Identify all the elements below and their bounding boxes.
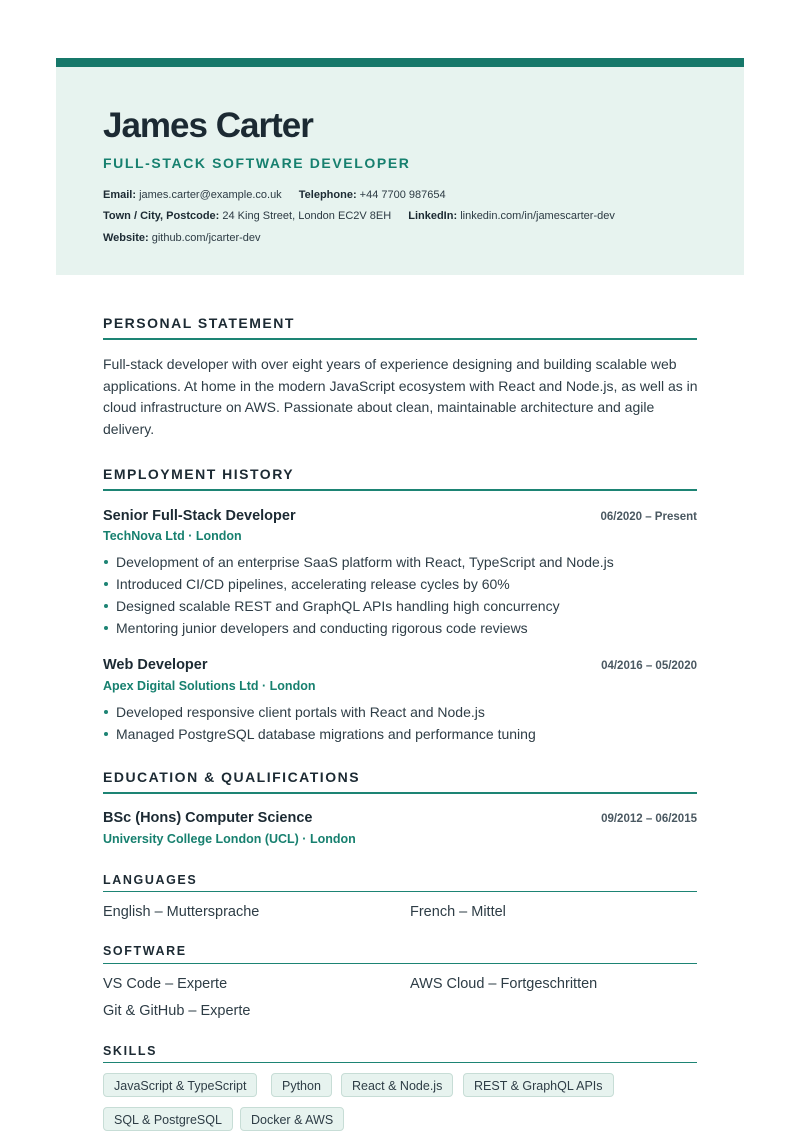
contact-line-2 [103, 210, 615, 222]
address-value: 24 King Street, London EC2V 8EH [222, 210, 392, 222]
personal-statement-text: Full-stack developer with over eight years of experience designing and building scalable web applications. At home in the modern JavaScript ecosystem with React and Node.js, as well as in cloud infrastructure on AWS. Passionate about clean, maintainable architecture and agile delivery. [103, 356, 698, 437]
job-bullet: Managed PostgreSQL database migrations and performance tuning [103, 723, 536, 745]
job-bullets [103, 701, 536, 745]
subsection-divider [103, 1062, 697, 1063]
contact-line-1 [103, 189, 446, 201]
skill-tag: Docker & AWS [240, 1107, 344, 1131]
languages-heading: LANGUAGES [103, 873, 198, 887]
skill-tag: React & Node.js [341, 1073, 453, 1097]
job-bullets [103, 551, 614, 639]
linkedin-label: LinkedIn: [408, 210, 458, 222]
subsection-divider [103, 963, 697, 964]
skill-tag: Python [271, 1073, 332, 1097]
education-heading: EDUCATION & QUALIFICATIONS [103, 769, 361, 785]
job-title: Web Developer [103, 657, 208, 673]
job-employer: TechNova Ltd · London [103, 529, 242, 543]
job-dates: 06/2020 – Present [600, 511, 697, 523]
employment-heading: EMPLOYMENT HISTORY [103, 466, 295, 482]
skill-tag: JavaScript & TypeScript [103, 1073, 257, 1097]
job-title: Senior Full-Stack Developer [103, 508, 296, 524]
section-divider [103, 792, 697, 794]
job-bullet: Development of an enterprise SaaS platform with React, TypeScript and Node.js [103, 551, 614, 573]
linkedin-value[interactable]: linkedin.com/in/jamescarter-dev [460, 210, 615, 222]
email-value[interactable]: james.carter@example.co.uk [139, 189, 282, 201]
email-label: Email: [103, 189, 137, 201]
job-employer: Apex Digital Solutions Ltd · London [103, 679, 316, 693]
candidate-title: FULL-STACK SOFTWARE DEVELOPER [103, 155, 411, 171]
job-bullet: Designed scalable REST and GraphQL APIs handling high concurrency [103, 595, 614, 617]
website-label: Website: [103, 232, 149, 244]
software-item: AWS Cloud – Fortgeschritten [410, 976, 598, 992]
language-item: French – Mittel [410, 904, 506, 920]
section-divider [103, 338, 697, 340]
skill-tag: SQL & PostgreSQL [103, 1107, 233, 1131]
header-accent-bar [56, 58, 744, 67]
job-bullet: Introduced CI/CD pipelines, accelerating release cycles by 60% [103, 573, 614, 595]
degree-dates: 09/2012 – 06/2015 [601, 813, 697, 825]
address-label: Town / City, Postcode: [103, 210, 220, 222]
job-bullet: Mentoring junior developers and conducting rigorous code reviews [103, 617, 614, 639]
subsection-divider [103, 891, 697, 892]
section-divider [103, 489, 697, 491]
skills-heading: SKILLS [103, 1044, 158, 1058]
language-item: English – Muttersprache [103, 904, 260, 920]
degree-title: BSc (Hons) Computer Science [103, 810, 313, 826]
resume-header [56, 58, 744, 275]
personal-statement-heading: PERSONAL STATEMENT [103, 315, 295, 331]
contact-line-3 [103, 232, 261, 244]
website-value[interactable]: github.com/jcarter-dev [151, 232, 261, 244]
phone-label: Telephone: [298, 189, 357, 201]
candidate-name: James Carter [103, 106, 313, 145]
software-item: VS Code – Experte [103, 976, 228, 992]
software-heading: SOFTWARE [103, 944, 187, 958]
job-bullet: Developed responsive client portals with React and Node.js [103, 701, 536, 723]
skill-tag: REST & GraphQL APIs [463, 1073, 614, 1097]
degree-institution: University College London (UCL) · London [103, 832, 356, 846]
phone-value[interactable]: +44 7700 987654 [359, 189, 446, 201]
software-item: Git & GitHub – Experte [103, 1003, 251, 1019]
job-dates: 04/2016 – 05/2020 [601, 660, 697, 672]
